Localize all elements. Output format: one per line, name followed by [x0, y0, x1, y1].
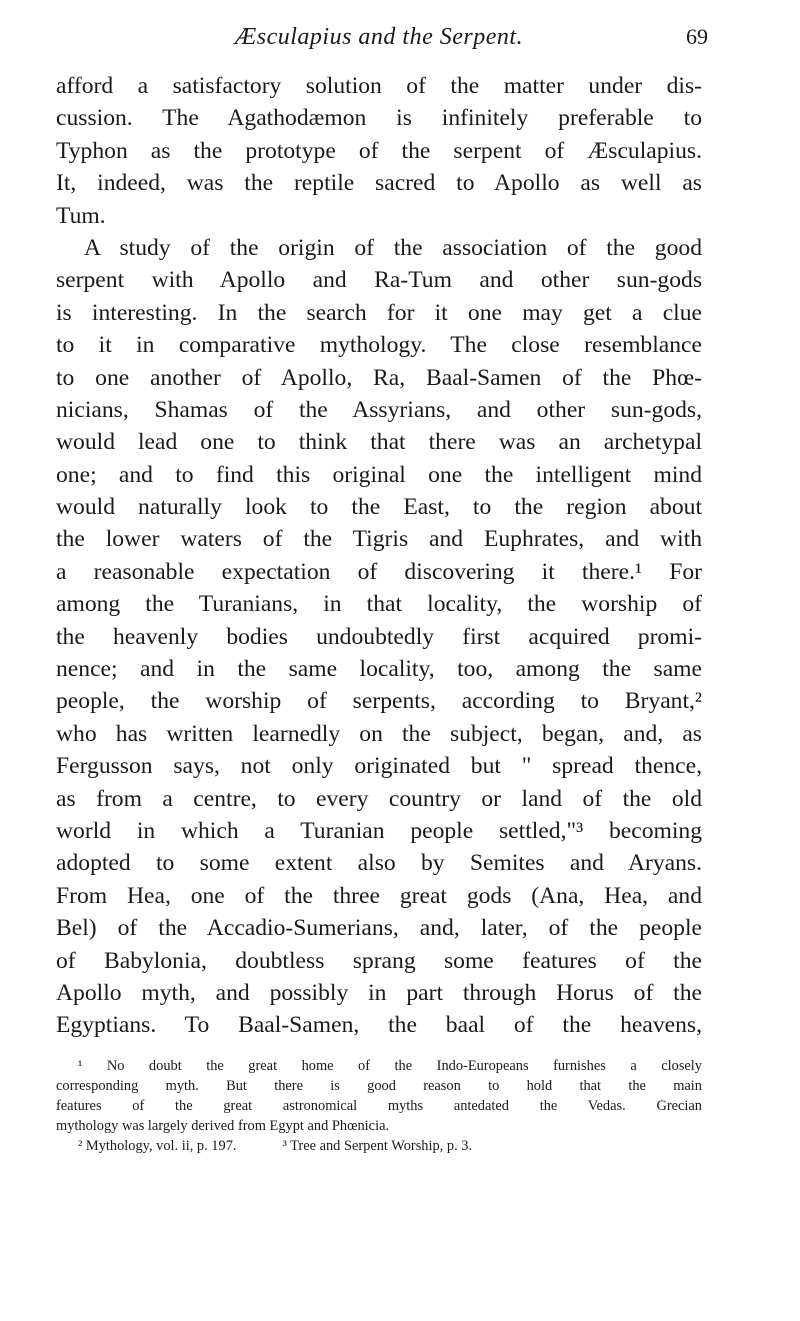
body-text	[56, 70, 702, 1042]
text-line: It, indeed, was the reptile sacred to Apollo as well as	[56, 170, 702, 197]
text-line: Egyptians. To Baal-Samen, the baal of the heavens,	[56, 1012, 702, 1039]
text-line: would lead one to think that there was an archetypal	[56, 429, 702, 456]
text-line: who has written learnedly on the subject, began, and, as	[56, 720, 702, 747]
text-line: as from a centre, to every country or land of the old	[56, 785, 702, 812]
text-line: afford a satisfactory solution of the matter under dis-	[56, 73, 702, 99]
text-line: Apollo myth, and possibly in part through Horus of the	[56, 979, 702, 1006]
footnote-3: ³ Tree and Serpent Worship, p. 3.	[282, 1137, 473, 1154]
text-line: adopted to some extent also by Semites and Aryans.	[56, 850, 702, 877]
text-line: the lower waters of the Tigris and Euphrates, and with	[56, 526, 702, 553]
text-line: among the Turanians, in that locality, the worship of	[56, 591, 702, 618]
text-line: people, the worship of serpents, according to Bryant,²	[56, 688, 702, 715]
text-line: nence; and in the same locality, too, among the same	[56, 656, 702, 683]
running-head	[56, 0, 708, 70]
text-line: cussion. The Agathodæmon is infinitely preferable to	[56, 105, 702, 132]
text-line: world in which a Turanian people settled,"³ becoming	[56, 817, 702, 844]
text-line: Fergusson says, not only originated but " spread thence,	[56, 753, 702, 780]
text-line: Typhon as the prototype of the serpent of Æsculapius.	[56, 137, 702, 164]
text-line: one; and to find this original one the intelligent mind	[56, 461, 702, 488]
footnote-line: mythology was largely derived from Egypt and Phœnicia.	[56, 1117, 390, 1134]
footnotes	[56, 1056, 702, 1156]
text-line: Bel) of the Accadio-Sumerians, and, later, of the people	[56, 915, 702, 942]
text-line: is interesting. In the search for it one may get a clue	[56, 299, 702, 326]
text-line: would naturally look to the East, to the region about	[56, 494, 702, 521]
page-number: 69	[686, 24, 708, 49]
text-line: a reasonable expectation of discovering it there.¹ For	[56, 558, 702, 585]
footnote-pair	[56, 1136, 702, 1156]
footnote-line: ¹ No doubt the great home of the Indo-Europeans furnishes a closely	[78, 1057, 702, 1074]
text-line: nicians, Shamas of the Assyrians, and other sun-gods,	[56, 396, 702, 423]
text-line: serpent with Apollo and Ra-Tum and other sun-gods	[56, 267, 702, 294]
footnote-line: corresponding myth. But there is good reason to hold that the main	[56, 1077, 702, 1094]
running-title: Æsculapius and the Serpent.	[234, 24, 524, 50]
text-line: to one another of Apollo, Ra, Baal-Samen of the Phœ-	[56, 364, 702, 391]
text-line: Tum.	[56, 202, 106, 229]
text-line: From Hea, one of the three great gods (Ana, Hea, and	[56, 882, 702, 909]
text-line: the heavenly bodies undoubtedly first acquired promi-	[56, 623, 702, 650]
footnote-2: ² Mythology, vol. ii, p. 197.	[78, 1137, 237, 1154]
text-line: to it in comparative mythology. The close resemblance	[56, 332, 702, 359]
footnote-line: features of the great astronomical myths antedated the Vedas. Grecian	[56, 1097, 702, 1114]
text-line: of Babylonia, doubtless sprang some features of the	[56, 947, 702, 974]
text-line: A study of the origin of the association of the good	[84, 234, 702, 261]
